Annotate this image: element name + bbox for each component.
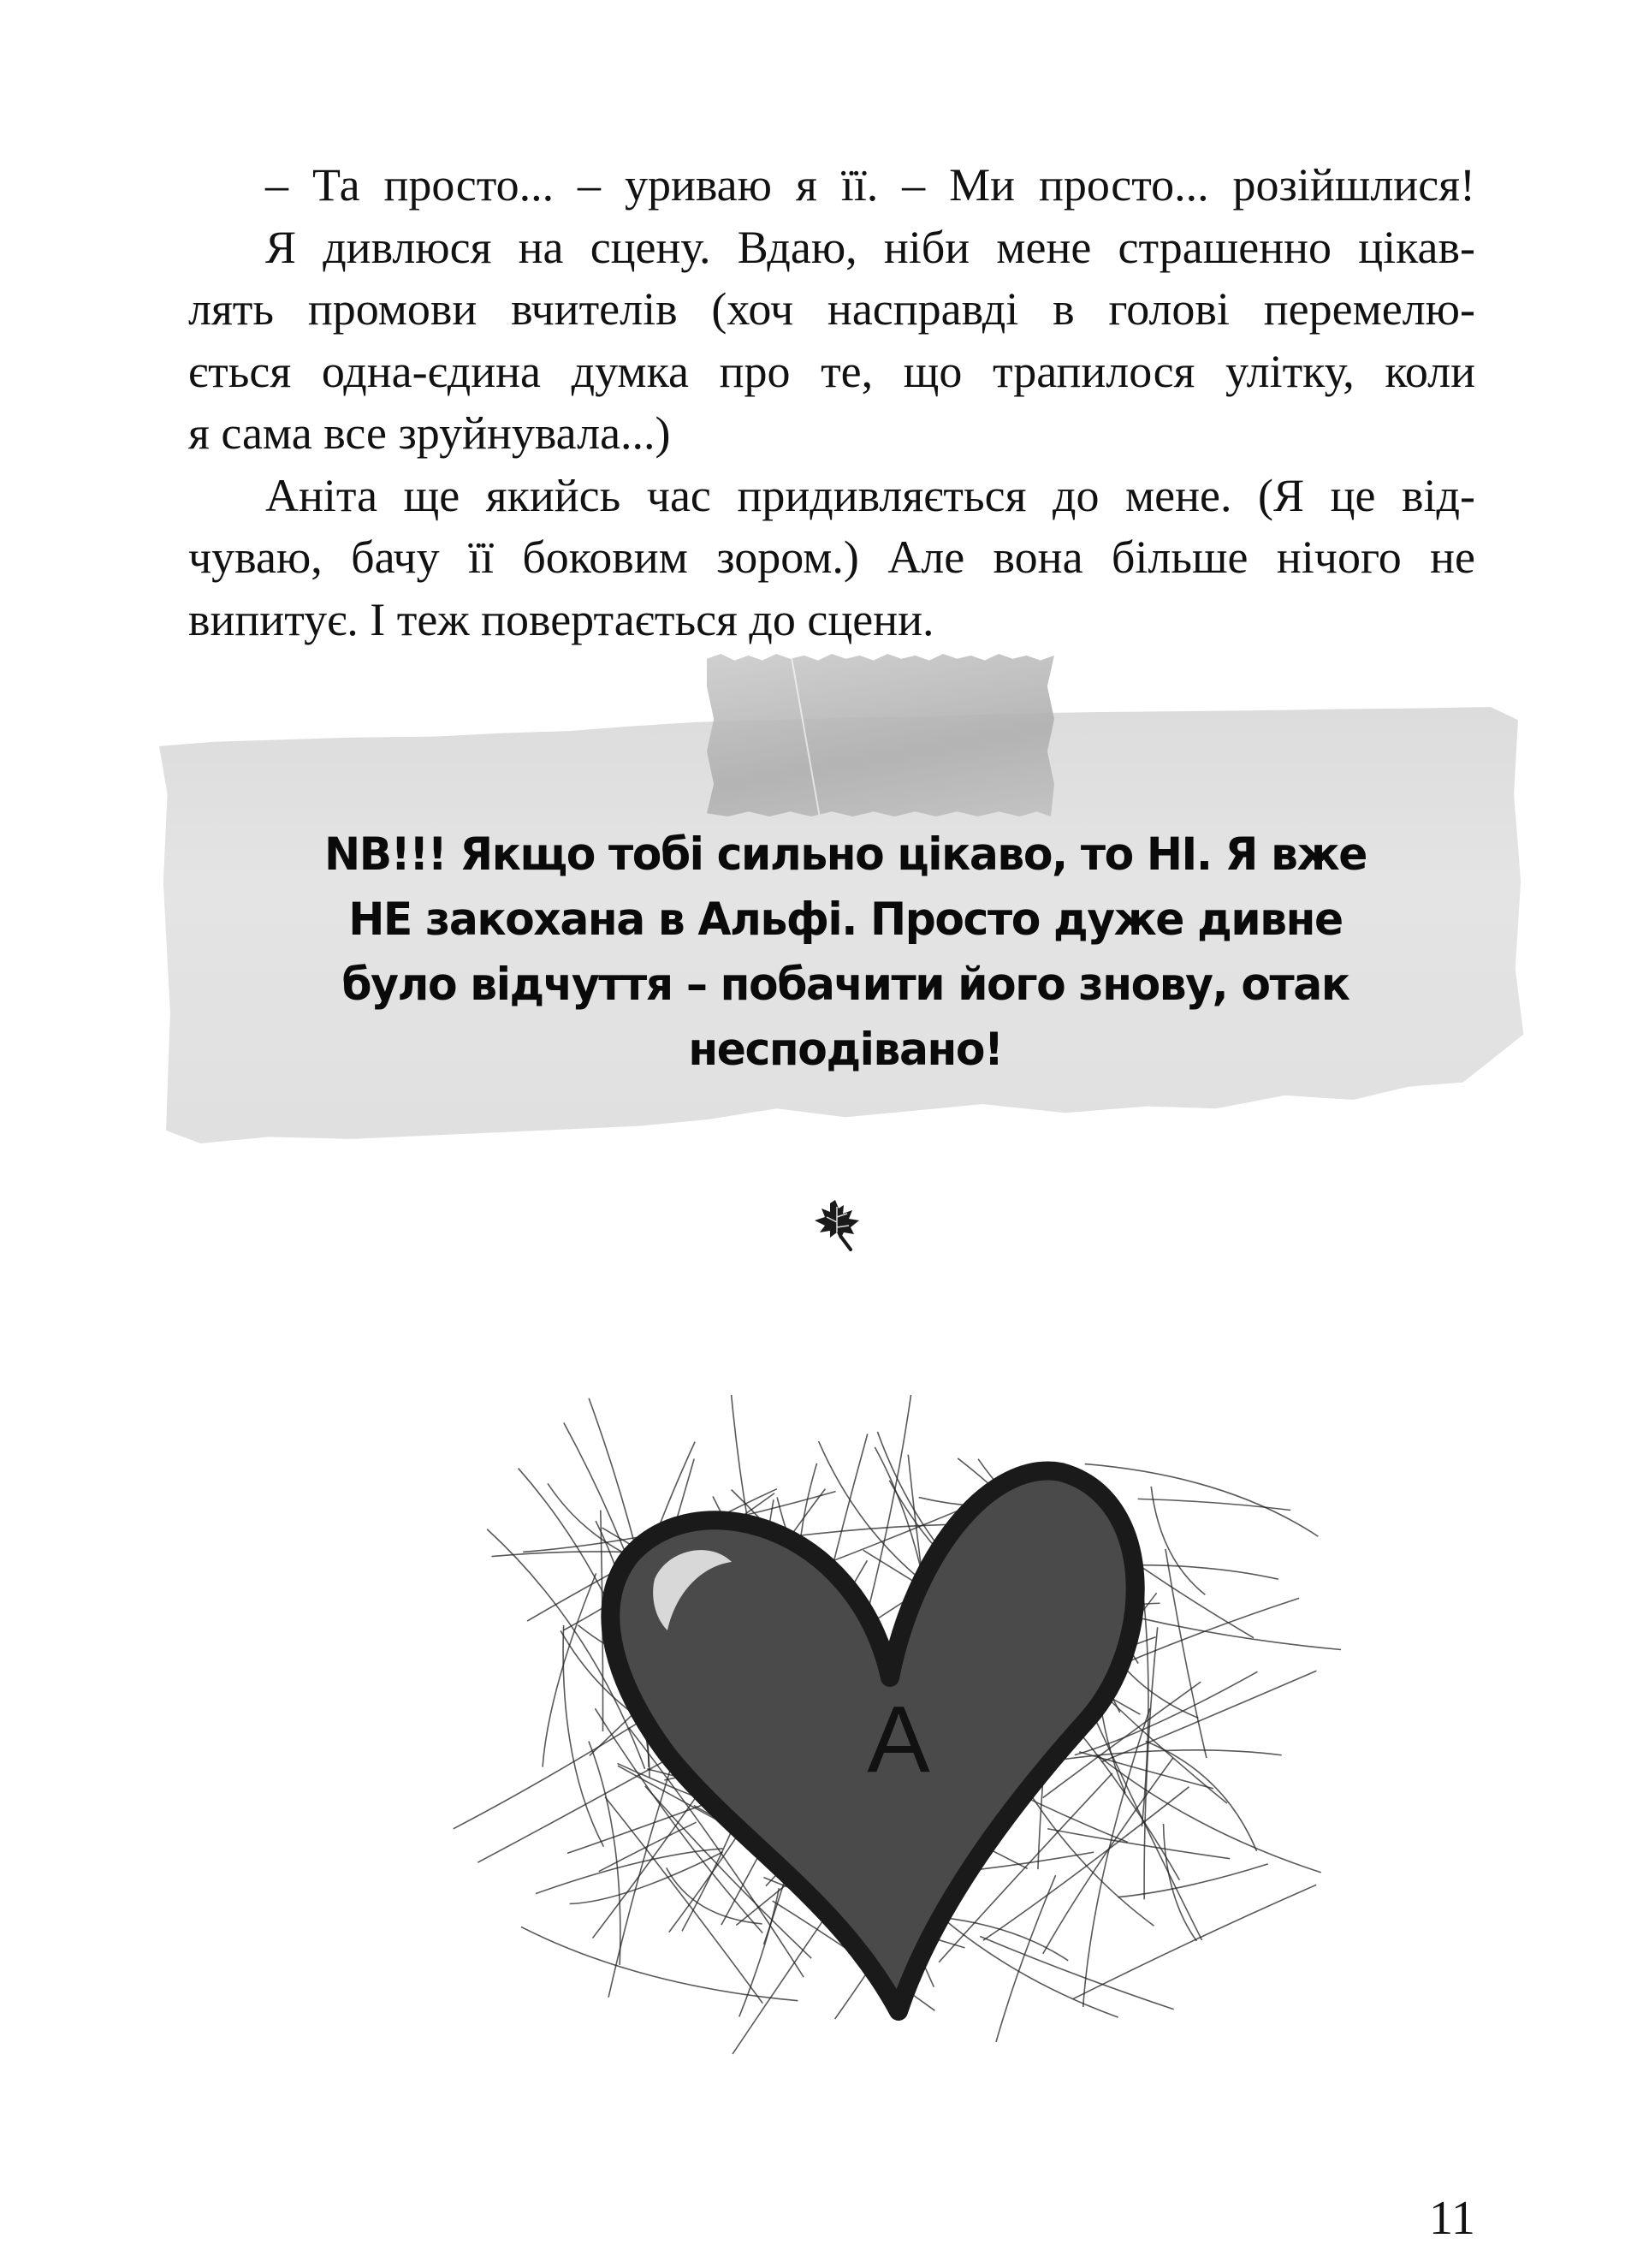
text-line: я сама все зруйнувала...) (188, 407, 671, 459)
text-line: випитує. І теж повертається до сцени. (188, 593, 934, 645)
scribble-line (1146, 1742, 1257, 1851)
tape-strip (707, 654, 1054, 816)
scribble-line (589, 1742, 620, 1965)
text-line: лять промови вчителів (хоч насправді в голові перемелю- (188, 283, 1475, 335)
scribble-line (1086, 1700, 1201, 1941)
scribbled-heart-drawing (411, 1395, 1403, 2114)
scribble-line (521, 1927, 798, 2000)
scribble-line (996, 1875, 1056, 2042)
note-line: НЕ закохана в Альфі. Просто дуже дивне (348, 894, 1343, 946)
scribble-line (1047, 1829, 1230, 1859)
text-line: ється одна-єдина думка про те, що трапилося улітку, коли (188, 345, 1475, 397)
page-number: 11 (1429, 2192, 1475, 2245)
text-line: чуваю, бачу її боковим зором.) Але вона більше нічого не (188, 531, 1475, 583)
scribble-line (1038, 1750, 1282, 1763)
note-text (242, 822, 1449, 1083)
text-line: – Та просто... – уриваю я її. – Ми просто... розійшлися! (265, 159, 1475, 211)
scribble-line (1164, 1824, 1197, 1941)
torn-paper-note (159, 707, 1532, 1143)
heart-letter: А (867, 1687, 930, 1792)
scribble-line (1118, 1864, 1268, 1897)
note-line: NB!!! Якщо тобі сильно цікаво, то НІ. Я вже (324, 828, 1367, 881)
scribble-line (1073, 1885, 1317, 1998)
note-line: було відчуття – побачити його знову, отак (341, 959, 1349, 1011)
text-line: Я дивлюся на сцену. Вдаю, ніби мене страшенно цікав- (265, 221, 1475, 273)
body-text (188, 154, 1475, 650)
text-line: Аніта ще якийсь час придивляється до мене. (Я це від- (265, 469, 1475, 521)
scribble-line (1101, 1671, 1316, 1762)
note-line: несподівано! (688, 1024, 1003, 1076)
maple-leaf-icon (811, 1198, 863, 1251)
